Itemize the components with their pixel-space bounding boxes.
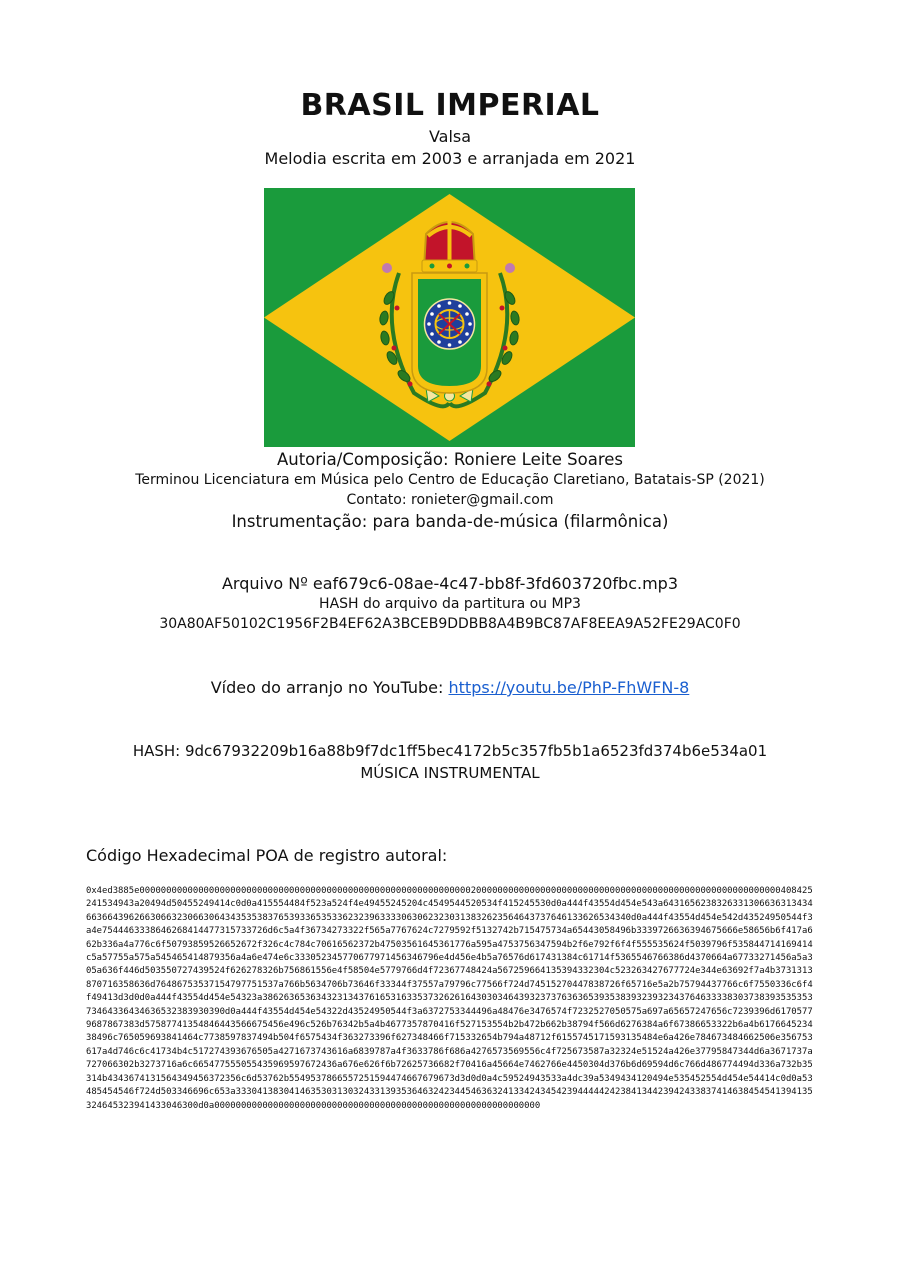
file-hash-label: HASH do arquivo da partitura ou MP3 (319, 596, 581, 612)
file-hash-value: 30A80AF50102C1956F2B4EF62A3BCEB9DDBB8A4B9BC87AF8EEA9A52FE29AC0F0 (159, 616, 741, 632)
video-label: Vídeo do arranjo no YouTube: (210, 678, 449, 697)
registration-hash: HASH: 9dc67932209b16a88b9f7dc1ff5bec4172b5c357fb5b1a6523fd374b6e534a01 (132, 742, 768, 760)
author-line: Autoria/Composição: Roniere Leite Soares (276, 450, 624, 469)
genre-subtitle: Valsa (428, 127, 472, 146)
hex-code-title: Código Hexadecimal POA de registro autoral: (86, 846, 448, 865)
youtube-link[interactable]: https://youtu.be/PhP-FhWFN-8 (448, 678, 690, 697)
contact-line: Contato: ronieter@gmail.com (346, 492, 554, 508)
imperial-flag-image (264, 188, 635, 447)
hex-code-body: 0x4ed3885e000000000000000000000000000000000000000000000000000000000000002000000000000000000000000000000000000000000000000000000000408425241534943a20494d50455249414c0d0a415554484f523a524f4e49455245204c4549544520534f415245530d0a444f43554d454e543a6431656238326331306636313434663664396266306632306630643435353837653933653533623239633330630623230313832623564643737646133626534340d0a444f43554d454e542d43524950544f3a4e7544463338646268414477315733726d6c5a4f36734273322f565a7767624c7279592f5132742b715475734a65443058496b3339726636394675666e58656b6f417a662b336a4a776c6f50793859526652672f326c4c784c70616562372b47503561645361776a595a4753756347594b2f6e792f6f4f555535624f5039796f535844714169414c5a57755a575a545465414879356a4a6e474e6c333052345770677971456346796e4d456e4b5a76576d617431384c61714f5365546766386d4370664a67733271456a5a305a636f446d503550727439524f626278326b756861556e4f58504e5779766d4f72367748424a567259664135394332304c523263427677724e344e63692f7a4b3731313870716358636d76486753537154797751537a766b5634706b73646f33344f37557a79796c77566f724d74515270447838726f65716e5a2b75794437766c6f7550336c6f4f49413d3d0d0a444f43554d454e54323a386263653634323134376165316335373262616430303464393237376363653935383932393234376463333830373839353535373464336434636532383930390d0a444f43554d454e54322d43524950544f3a6372753344496a48476e3476574f7232527050575a697a65657247656c7239396d61705779687867383d57587741354846443566675456e496c526b76342b5a4b4677357870416f527153554b2b472b662b38794f566d6276384a6f67386653322b6a4b617664523438496c765059693841464c7738597837494b504f6575434f363273396f627348466f715332654b794a48712f6155745171593135484e6a426e784673484662506e356753617a4d746c6c41734b4c517274393676505a4271673743616a6839787a4f3633786f686a4276573569556c4f725673587a32324e51524a426e37795847344d6a3671737a727066302b3273716a6c665477555055435969597672436a676e626f6b72625736682f70416a45664e7462766e4450304d376b6d69594d6c766d486774494d336a732b35314b4343674131564349456372356c6d53762b5549537866557251594474667679673d3d0d0a4c59524943533a4dc39a5349434120494e535452554d454e54414c0d0a53485454546f724d503346696c653a333041383041463530313032433139353646324234454636324133424345423944444242384134423942433837414638454541394135324645323941433046300d0a0000000000000000000000000000000000000000000000000000000000000 (86, 886, 813, 1111)
imperial-shield (412, 273, 487, 393)
music-type: MÚSICA INSTRUMENTAL (360, 764, 540, 782)
instrumentation-line: Instrumentação: para banda-de-música (filarmônica) (231, 512, 669, 531)
composition-note: Melodia escrita em 2003 e arranjada em 2021 (264, 149, 636, 168)
course-line: Terminou Licenciatura em Música pelo Centro de Educação Claretiano, Batatais-SP (2021) (135, 472, 765, 488)
page-title: BRASIL IMPERIAL (300, 88, 600, 123)
file-number: Arquivo Nº eaf679c6-08ae-4c47-bb8f-3fd603720fbc.mp3 (221, 574, 679, 593)
video-line (0, 678, 900, 697)
